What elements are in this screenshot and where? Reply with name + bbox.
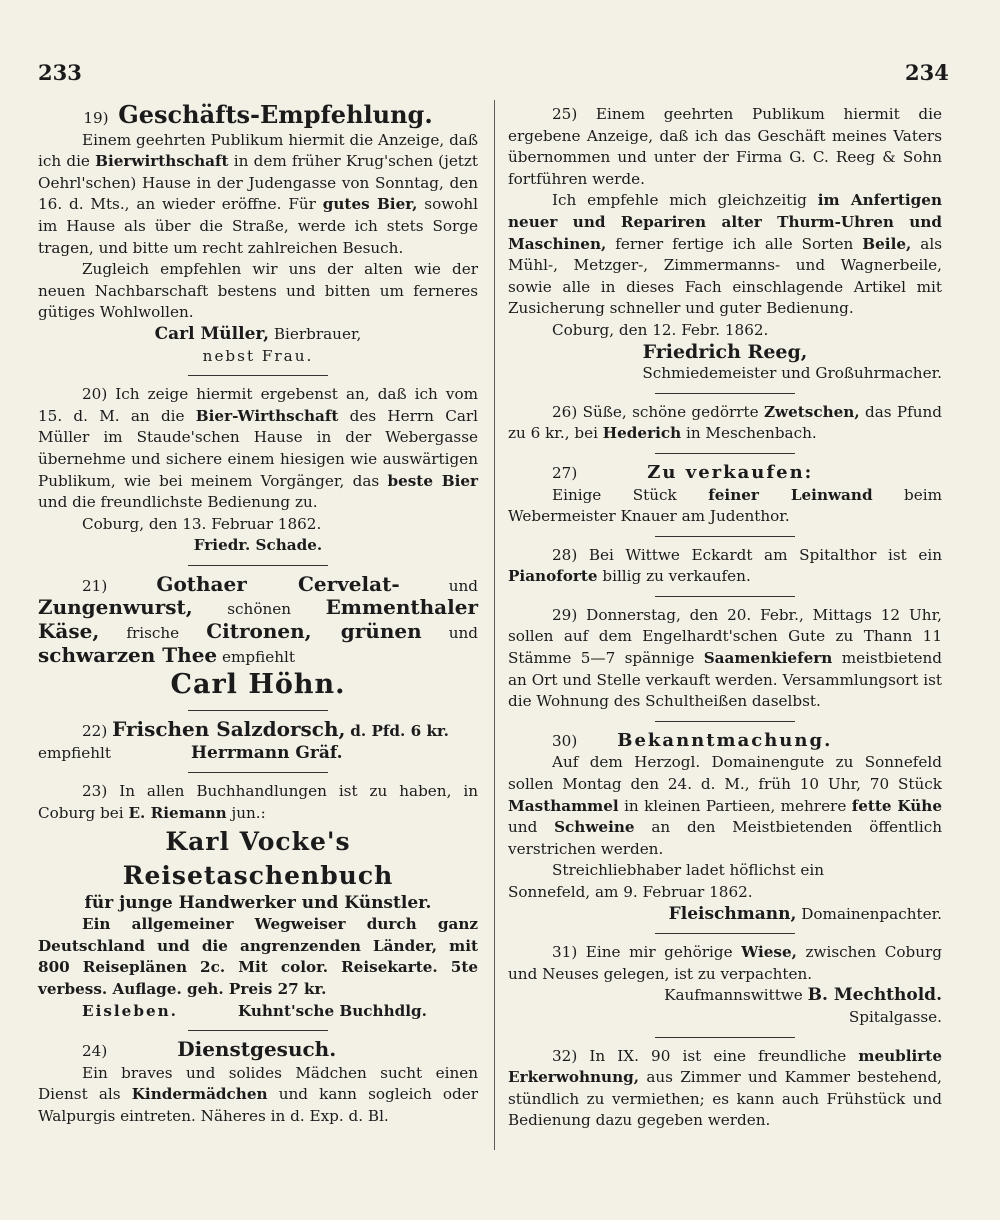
- ad-27: [508, 462, 942, 528]
- ad-30-date: Sonnefeld, am 9. Februar 1862.: [508, 883, 753, 901]
- ad-19-text: sowohl im Hause als über die Straße, werde ich stets Sorge tragen, und bitte um recht zahlreichen Besuch.: [38, 195, 479, 257]
- ad-19-sig-name: Carl Müller,: [154, 323, 270, 344]
- left-column: [38, 100, 479, 1128]
- ad-19-title: Geschäfts-Empfehlung.: [118, 100, 433, 129]
- ad-30-body: [508, 752, 942, 860]
- ad-30: [508, 730, 942, 925]
- ad-24-body: [38, 1063, 478, 1128]
- ad-20-highlight: beste Bier: [387, 471, 478, 490]
- ad-22-price: d. Pfd. 6 kr.: [350, 722, 449, 741]
- ad-19-number: 19): [83, 109, 109, 127]
- ad-24-text: und kann sogleich oder Walpurgis eintreten. Näheres in d. Exp. d. Bl.: [38, 1085, 479, 1125]
- ad-25-highlight: Beile,: [862, 234, 912, 253]
- ad-20-text: 20) Ich zeige hiermit ergebenst an, daß ich vom 15. d. M. an die: [38, 385, 478, 425]
- ad-30-highlight: fette Kühe: [851, 796, 943, 815]
- ad-19-signature-2: nebst Frau.: [202, 346, 314, 365]
- separator-rule: [655, 1037, 795, 1038]
- ad-26-text: 26) Süße, schöne gedörrte: [552, 402, 759, 421]
- ad-24-number: 24): [82, 1042, 108, 1061]
- ad-23: [38, 781, 478, 1022]
- ad-30-invite: Streichliebhaber ladet höflichst ein: [552, 861, 825, 880]
- ad-29-text: meistbietend an Ort und Stelle verkauft werden. Versammlungsort ist die Wohnung des Schultheißen daselbst.: [508, 649, 942, 711]
- ad-21: [38, 571, 479, 702]
- ad-19-signature: [38, 324, 478, 346]
- ad-22-title: Frischen Salzdorsch,: [112, 717, 346, 742]
- ad-26-text: in Meschenbach.: [685, 424, 817, 443]
- ad-21-item: Gothaer Cervelat-: [156, 571, 400, 596]
- ad-24-highlight: Kindermädchen: [131, 1085, 268, 1104]
- right-column: [508, 104, 942, 1132]
- ad-20-text: des Herrn Carl Müller im Staude'schen Hause in der Webergasse übernehme und sichere einem hiesigen wie auswärtigen Publikum, wie bei meinem Vorgänger, das: [38, 406, 479, 490]
- ad-22-signature-line: [38, 743, 478, 765]
- ad-23-publisher-line: [38, 1001, 478, 1023]
- ad-30-highlight: Schweine: [554, 818, 635, 837]
- ad-22-signature: Herrmann Gräf.: [190, 742, 343, 763]
- ad-21-item: Zungenwurst,: [38, 595, 193, 620]
- ad-23-body: [38, 781, 478, 824]
- ad-26: [508, 402, 942, 445]
- ad-21-number: 21): [82, 576, 108, 595]
- ad-30-title: Bekanntmachung.: [617, 729, 833, 751]
- ad-25: [508, 104, 942, 385]
- ad-21-item: Citronen, grünen: [206, 619, 422, 644]
- ad-27-body: [508, 485, 942, 528]
- ad-32: [508, 1046, 942, 1132]
- separator-rule: [655, 393, 795, 394]
- ad-23-title: Karl Vocke's Reisetaschenbuch: [122, 826, 394, 890]
- ad-29-highlight: Saamenkiefern: [703, 649, 833, 668]
- ad-31: [508, 942, 942, 1028]
- ad-31-signature: B. Mechthold.: [807, 985, 942, 1006]
- ad-25-role: Schmiedemeister und Großuhrmacher.: [642, 364, 942, 383]
- page-number-left: 233: [38, 60, 82, 85]
- ad-28-text: 28) Bei Wittwe Eckardt am Spitalthor ist ein: [552, 545, 942, 564]
- separator-rule: [188, 565, 328, 566]
- ad-19-sig-role: Bierbrauer,: [273, 324, 362, 343]
- ad-23-publisher: Kuhnt'sche Buchhdlg.: [237, 1001, 427, 1020]
- ad-27-number: 27): [552, 463, 578, 482]
- page-number-right: 234: [905, 60, 949, 85]
- ad-24-text: Ein braves und solides Mädchen sucht einen Dienst als: [38, 1063, 478, 1104]
- ad-31-body: [508, 942, 942, 985]
- ad-31-sig-title: Kaufmannswittwe: [664, 986, 803, 1005]
- ad-19-body-2: Zugleich empfehlen wir uns der alten wie der neuen Nachbarschaft bestens und bitten um ferneres gütiges Wohlwollen.: [38, 260, 478, 322]
- ad-28-highlight: Pianoforte: [508, 567, 598, 586]
- ad-25-body-2: [508, 190, 942, 320]
- ad-19-text: in dem früher Krug'schen (jetzt Oehrl'schen) Hause in der Judengasse von Sonntag, den 16. d. Mts., an wieder eröffne. Für: [38, 152, 479, 214]
- ad-30-text: in kleinen Partieen, mehrere: [624, 796, 847, 815]
- ad-20-highlight: Bier-Wirthschaft: [195, 406, 339, 425]
- ad-31-text: zwischen Coburg und Neuses gelegen, ist zu verpachten.: [508, 943, 943, 983]
- ad-29-body: [508, 605, 942, 713]
- ad-26-highlight: Zwetschen,: [763, 402, 860, 421]
- ad-25-body: 25) Einem geehrten Publikum hiermit die ergebene Anzeige, daß ich das Geschäft meines Vaters übernommen und unter der Firma G. C. Reeg & Sohn fortführen werde.: [508, 105, 942, 188]
- ad-30-heading: [508, 730, 942, 753]
- ad-32-body: [508, 1046, 942, 1132]
- ad-24-title: Dienstgesuch.: [177, 1037, 337, 1062]
- ad-23-highlight: E. Riemann: [128, 804, 227, 823]
- separator-rule: [655, 721, 795, 722]
- ad-32-text: aus Zimmer und Kammer bestehend, stündlich zu vermiethen; es kann auch Frühstück und Bedienung dazu gegeben werden.: [508, 1068, 943, 1130]
- ad-21-signature: Carl Höhn.: [170, 669, 346, 701]
- ad-31-signature-line: [508, 985, 942, 1007]
- ad-22-number: 22): [82, 722, 108, 741]
- ad-32-highlight: meublirte Erkerwohnung,: [508, 1046, 942, 1087]
- ad-28-text: billig zu verkaufen.: [602, 567, 751, 586]
- ad-22-heading: [38, 719, 478, 743]
- ad-20-text: und die freundlichste Bedienung zu.: [38, 493, 318, 512]
- ad-23-description: Ein allgemeiner Wegweiser durch ganz Deutschland und die angrenzenden Länder, mit 800 Reiseplänen 2c. Mit color. Reisekarte. 5te verbess. Auflage. geh. Preis 27 kr.: [38, 915, 478, 998]
- column-divider: [494, 100, 495, 1150]
- ad-23-subtitle: für junge Handwerker und Künstler.: [84, 892, 432, 913]
- ad-21-word: schönen: [227, 600, 292, 619]
- ad-29: [508, 605, 942, 713]
- ad-20-body: [38, 384, 478, 514]
- separator-rule: [188, 1030, 328, 1031]
- ad-31-highlight: Wiese,: [741, 943, 797, 962]
- ad-30-text: und: [508, 818, 538, 837]
- ad-21-word: empfiehlt: [221, 647, 295, 666]
- ad-25-text: ferner fertige ich alle Sorten: [615, 234, 854, 253]
- separator-rule: [188, 375, 328, 376]
- ad-29-text: 29) Donnerstag, den 20. Febr., Mittags 12 Uhr, sollen auf dem Engelhardt'schen Gute zu Thann 11 Stämme 5—7 spännige: [508, 605, 942, 668]
- ad-30-number: 30): [552, 731, 578, 750]
- separator-rule: [655, 596, 795, 597]
- ad-30-signature: Fleischmann,: [668, 903, 797, 924]
- ad-21-word: und: [448, 624, 478, 643]
- ad-27-title: Zu verkaufen:: [647, 461, 814, 483]
- ad-28-body: [508, 545, 942, 588]
- ad-19-text: Einem geehrten Publikum hiermit die Anzeige, daß ich die: [38, 130, 478, 171]
- ad-25-signature: Friedrich Reeg,: [642, 340, 808, 363]
- ad-19-body: [38, 130, 478, 260]
- ad-19-highlight: gutes Bier,: [322, 195, 418, 214]
- ad-23-text: 23) In allen Buchhandlungen ist zu haben, in Coburg bei: [38, 782, 478, 823]
- ad-30-text: an den Meistbietenden öffentlich verstrichen werden.: [508, 818, 943, 858]
- ad-20-signature: Friedr. Schade.: [193, 536, 323, 555]
- ad-26-highlight: Hederich: [602, 424, 682, 443]
- ad-21-body: [38, 571, 479, 668]
- ad-26-body: [508, 402, 942, 445]
- ad-19: [38, 100, 479, 367]
- ad-21-word: und: [448, 576, 479, 595]
- ad-22: [38, 719, 478, 764]
- ad-31-text: 31) Eine mir gehörige: [552, 943, 733, 962]
- ad-27-heading: [508, 462, 942, 485]
- ad-25-text: Ich empfehle mich gleichzeitig: [552, 191, 807, 210]
- separator-rule: [188, 710, 328, 711]
- ad-25-date: Coburg, den 12. Febr. 1862.: [552, 320, 769, 339]
- ad-27-text: Einige Stück: [552, 485, 677, 504]
- ad-26-text: das Pfund zu 6 kr., bei: [508, 402, 943, 443]
- ad-20-date: Coburg, den 13. Februar 1862.: [82, 514, 322, 533]
- ad-28: [508, 545, 942, 588]
- ad-25-text: als Mühl-, Metzger-, Zimmermanns- und Wagnerbeile, sowie alle in dieses Fach einschlagende Artikel mit Zusicherung schneller und guter Bedienung.: [508, 234, 943, 318]
- ad-23-text: jun.:: [231, 804, 266, 823]
- separator-rule: [188, 772, 328, 773]
- ad-30-text: Auf dem Herzogl. Domainengute zu Sonnefeld sollen Montag den 24. d. M., früh 10 Uhr, 70 Stück: [508, 753, 942, 794]
- ad-30-signature-line: [508, 904, 942, 926]
- separator-rule: [655, 933, 795, 934]
- ad-30-highlight: Masthammel: [508, 796, 619, 815]
- separator-rule: [655, 453, 795, 454]
- ad-24: [38, 1039, 478, 1127]
- ad-19-heading: [38, 100, 478, 130]
- ad-21-item: Emmenthaler Käse,: [38, 595, 478, 644]
- ad-22-label: empfiehlt: [38, 743, 111, 762]
- ad-21-item: schwarzen Thee: [38, 642, 218, 667]
- ad-27-highlight: feiner Leinwand: [708, 485, 873, 504]
- ad-31-street: Spitalgasse.: [848, 1007, 942, 1026]
- ad-25-highlight: im Anfertigen neuer und Repariren alter Thurm-Uhren und Maschinen,: [508, 191, 942, 253]
- ad-32-text: 32) In IX. 90 ist eine freundliche: [552, 1046, 847, 1065]
- ad-23-place: Eisleben.: [82, 1001, 178, 1020]
- ad-24-heading: [38, 1039, 478, 1063]
- ad-20: [38, 384, 478, 557]
- ad-30-role: Domainenpachter.: [801, 904, 942, 923]
- ad-21-word: frische: [126, 624, 180, 643]
- ad-19-highlight: Bierwirthschaft: [95, 152, 229, 171]
- ad-27-text: beim Webermeister Knauer am Judenthor.: [508, 485, 942, 526]
- separator-rule: [655, 536, 795, 537]
